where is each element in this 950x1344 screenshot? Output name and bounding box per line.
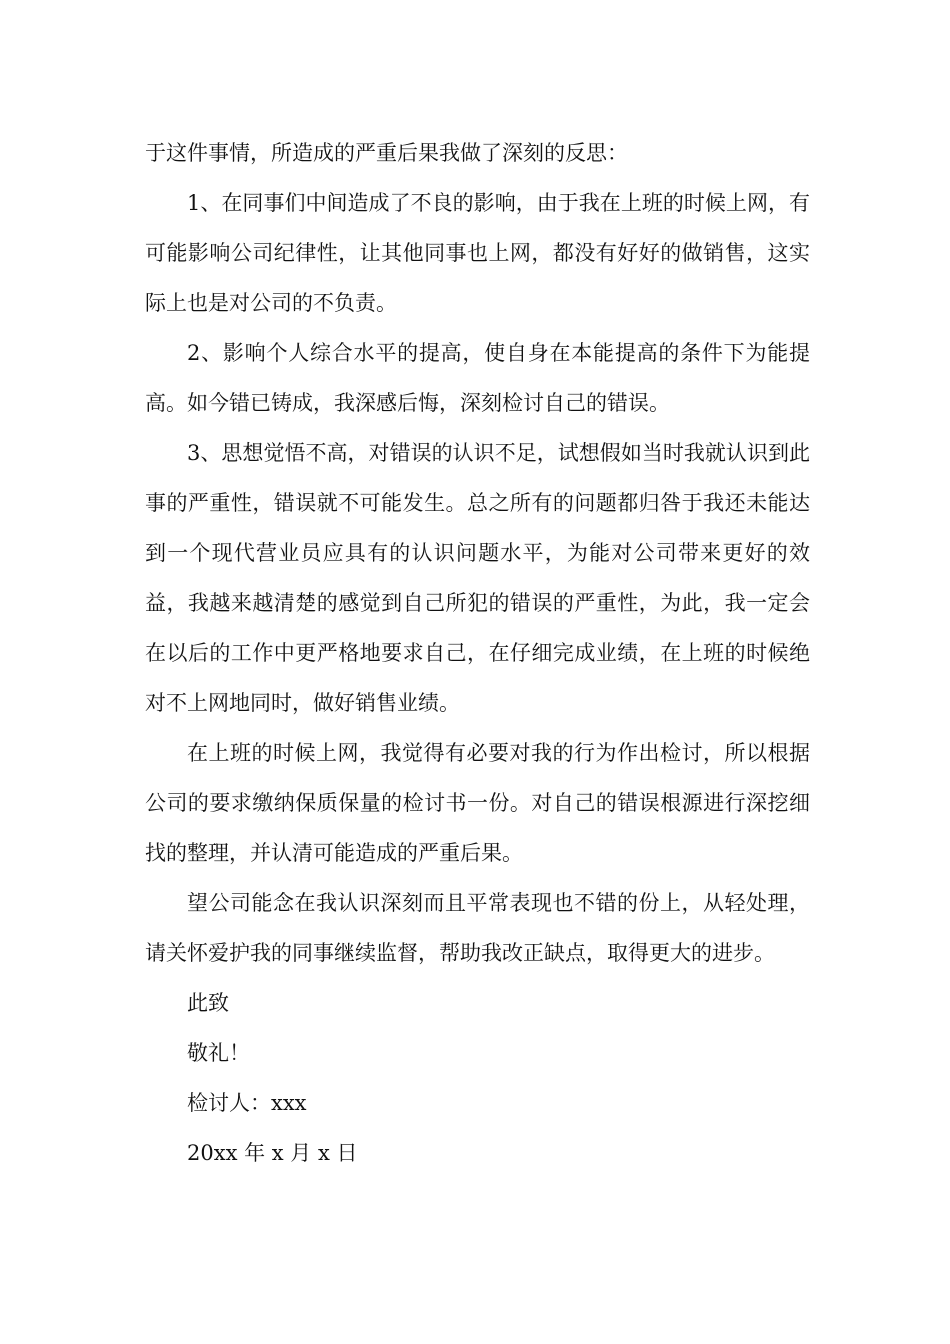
closing-regards: 敬礼！ xyxy=(187,1041,250,1065)
paragraph-reason: 在上班的时候上网，我觉得有必要对我的行为作出检讨，所以根据公司的要求缴纳保质保量的检讨书一份。对自己的错误根源进行深挖细找的整理，并认清可能造成的严重后果。 xyxy=(145,741,810,865)
signer-line: 检讨人：xxx xyxy=(187,1091,307,1115)
paragraph-request: 望公司能念在我认识深刻而且平常表现也不错的份上，从轻处理，请关怀爱护我的同事继续监督，帮助我改正缺点，取得更大的进步。 xyxy=(145,891,810,965)
paragraph-point-1: 1、在同事们中间造成了不良的影响，由于我在上班的时候上网，有可能影响公司纪律性，让其他同事也上网，都没有好好的做销售，这实际上也是对公司的不负责。 xyxy=(145,191,810,315)
document-body xyxy=(145,128,810,1178)
paragraph-intro: 于这件事情，所造成的严重后果我做了深刻的反思： xyxy=(145,141,628,165)
closing-salutation: 此致 xyxy=(187,991,229,1015)
paragraph-point-2: 2、影响个人综合水平的提高，使自身在本能提高的条件下为能提高。如今错已铸成，我深感后悔，深刻检讨自己的错误。 xyxy=(145,341,810,415)
paragraph-point-3: 3、思想觉悟不高，对错误的认识不足，试想假如当时我就认识到此事的严重性，错误就不可能发生。总之所有的问题都归咎于我还未能达到一个现代营业员应具有的认识问题水平，为能对公司带来更好的效益，我越来越清楚的感觉到自己所犯的错误的严重性，为此，我一定会在以后的工作中更严格地要求自己，在仔细完成业绩，在上班的时候绝对不上网地同时，做好销售业绩。 xyxy=(145,441,810,715)
date-line: 20xx 年 x 月 x 日 xyxy=(187,1141,358,1165)
